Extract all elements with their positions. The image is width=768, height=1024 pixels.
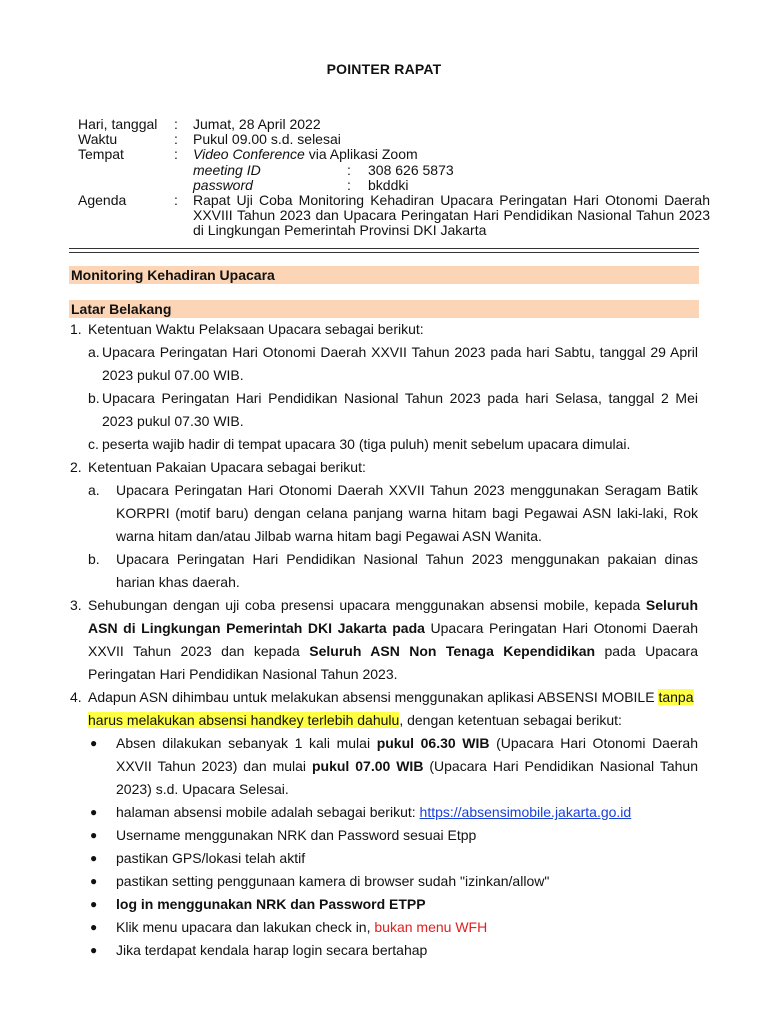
absensi-mobile-link[interactable]: https://absensimobile.jakarta.go.id	[419, 804, 632, 820]
list-item-2	[70, 456, 698, 479]
page-title: POINTER RAPAT	[326, 61, 442, 77]
bullet-text: halaman absensi mobile adalah sebagai berikut:	[116, 804, 420, 820]
bullet-text-bold: pukul 06.30 WIB	[376, 735, 490, 751]
bullet-text-bold: pukul 07.00 WIB	[311, 758, 424, 774]
item-text: Upacara Peringatan Hari Otonomi Daerah XXVII Tahun 2023 dan kepada	[88, 620, 699, 659]
item-text: Ketentuan Waktu Pelaksaan Upacara sebagai berikut:	[88, 321, 424, 337]
item-text-bold: Seluruh ASN di Lingkungan Pemerintah DKI Jakarta pada	[88, 597, 698, 636]
item-text: Sehubungan dengan uji coba presensi upacara menggunakan absensi mobile, kepada	[88, 597, 646, 613]
bullet-text: Jika terdapat kendala harap login secara bertahap	[116, 942, 428, 958]
item-number: 4.	[70, 689, 82, 705]
subsection-heading: Latar Belakang	[69, 300, 699, 318]
bullet-item	[70, 870, 698, 893]
item-text: Adapun ASN dihimbau untuk melakukan absensi menggunakan aplikasi ABSENSI MOBILE	[88, 689, 659, 705]
meta-row-place	[78, 147, 718, 162]
sub-item-marker: a.	[88, 344, 100, 360]
item-number: 2.	[70, 459, 82, 475]
meta-value-italic: Video Conference	[193, 146, 305, 163]
meta-value: Jumat, 28 April 2022	[193, 116, 321, 132]
bullet-icon: ●	[90, 897, 98, 911]
divider	[69, 252, 699, 253]
sub-item-marker: b.	[88, 390, 100, 406]
bullet-item	[70, 847, 698, 870]
meta-row-meeting-id	[78, 163, 718, 178]
sub-item-text: peserta wajib hadir di tempat upacara 30 (tiga puluh) menit sebelum upacara dimulai.	[102, 436, 631, 452]
meta-value-rest: via Aplikasi Zoom	[304, 146, 418, 163]
bullet-icon: ●	[90, 874, 98, 888]
password-label: password	[193, 176, 253, 193]
bullet-text: pastikan GPS/lokasi telah aktif	[116, 850, 306, 866]
meta-value	[193, 147, 418, 162]
meeting-id-label: meeting ID	[193, 161, 261, 178]
bullet-icon: ●	[90, 736, 98, 750]
item-text: , dengan ketentuan sebagai berikut:	[399, 712, 622, 728]
meta-label: Hari, tanggal	[78, 116, 158, 132]
bullet-text: (Upacara Hari Pendidikan Nasional Tahun 2023) s.d. Upacara Selesai.	[116, 758, 698, 797]
item-text: Ketentuan Pakaian Upacara sebagai berikut:	[88, 459, 366, 475]
meta-colon: :	[174, 191, 178, 208]
agenda-value: Rapat Uji Coba Monitoring Kehadiran Upacara Peringatan Hari Otonomi Daerah XXVIII Tahun 2023 dan Upacara Peringatan Hari Pendidikan Nasional Tahun 2023 di Lingkungan Pemerintah Provinsi DKI Jakarta	[193, 191, 710, 239]
bullet-item	[70, 916, 698, 939]
bullet-item	[70, 893, 698, 916]
bullet-item	[70, 939, 698, 962]
meta-colon: :	[347, 176, 351, 193]
bullet-text: (Upacara Hari Otonomi Daerah XXVII Tahun 2023) dan mulai	[116, 735, 698, 774]
item-text: pada Upacara Peringatan Hari Pendidikan Nasional Tahun 2023.	[88, 643, 699, 682]
list-item-4	[70, 686, 698, 732]
meta-colon: :	[347, 161, 351, 178]
sub-item-text: Upacara Peringatan Hari Otonomi Daerah XXVII Tahun 2023 pada hari Sabtu, tanggal 29 April 2023 pukul 07.00 WIB.	[102, 344, 698, 383]
bullet-item	[70, 732, 698, 801]
meta-label: Waktu	[78, 131, 118, 148]
sub-item	[70, 341, 698, 387]
list-item-1	[70, 318, 698, 341]
sub-item	[70, 433, 698, 456]
bullet-icon: ●	[90, 851, 98, 865]
section-heading: Monitoring Kehadiran Upacara	[69, 266, 699, 284]
bullet-icon: ●	[90, 805, 98, 819]
sub-item-marker: c.	[88, 436, 99, 452]
divider	[69, 248, 699, 249]
meta-row-password	[78, 178, 718, 193]
highlighted-text: tanpa harus melakukan absensi handkey terlebih dahulu	[88, 689, 694, 728]
meta-colon: :	[174, 116, 178, 132]
bullet-text: Klik menu upacara dan lakukan check in,	[116, 919, 375, 935]
item-number: 1.	[70, 321, 82, 337]
sub-item	[70, 548, 698, 594]
meta-colon: :	[174, 146, 178, 163]
bullet-item	[70, 801, 698, 824]
item-number: 3.	[70, 597, 82, 613]
sub-item-marker: b.	[88, 551, 100, 567]
bullet-text: Absen dilakukan sebanyak 1 kali mulai	[116, 735, 377, 751]
bullet-icon: ●	[90, 920, 98, 934]
bullet-text-bold: log in menggunakan NRK dan Password ETPP	[116, 896, 426, 912]
meta-row-time	[78, 132, 718, 147]
sub-item-text: Upacara Peringatan Hari Otonomi Daerah XXVII Tahun 2023 menggunakan Seragam Batik KORPRI (motif baru) dengan celana panjang warna hitam bagi Pegawai ASN laki-laki, Rok warna hitam dan/atau Jilbab warna hitam bagi Pegawai ASN Wanita.	[116, 482, 698, 544]
meta-colon: :	[174, 131, 178, 148]
sub-item	[70, 387, 698, 433]
meeting-id-value: 308 626 5873	[368, 161, 454, 178]
bullet-icon: ●	[90, 828, 98, 842]
bullet-item	[70, 824, 698, 847]
item-text-bold: Seluruh ASN Non Tenaga Kependidikan	[309, 643, 596, 659]
document-body	[70, 318, 698, 962]
sub-item-marker: a.	[88, 482, 100, 498]
meta-label: Tempat	[78, 146, 124, 163]
sub-item	[70, 479, 698, 548]
warning-text: bukan menu WFH	[374, 919, 488, 935]
sub-item-text: Upacara Peringatan Hari Pendidikan Nasional Tahun 2023 pada hari Selasa, tanggal 2 Mei 2023 pukul 07.30 WIB.	[102, 390, 698, 429]
meta-value: Pukul 09.00 s.d. selesai	[193, 131, 341, 148]
bullet-icon: ●	[90, 943, 98, 957]
meta-row-agenda	[78, 191, 718, 239]
meta-row-date	[78, 117, 718, 132]
meta-label: Agenda	[78, 191, 127, 208]
sub-item-text: Upacara Peringatan Hari Pendidikan Nasional Tahun 2023 menggunakan pakaian dinas harian khas daerah.	[116, 551, 698, 590]
list-item-3	[70, 594, 698, 686]
password-value: bkddki	[368, 176, 409, 193]
bullet-text: Username menggunakan NRK dan Password sesuai Etpp	[116, 827, 477, 843]
meeting-info	[78, 116, 718, 239]
bullet-text: pastikan setting penggunaan kamera di browser sudah "izinkan/allow"	[116, 873, 550, 889]
